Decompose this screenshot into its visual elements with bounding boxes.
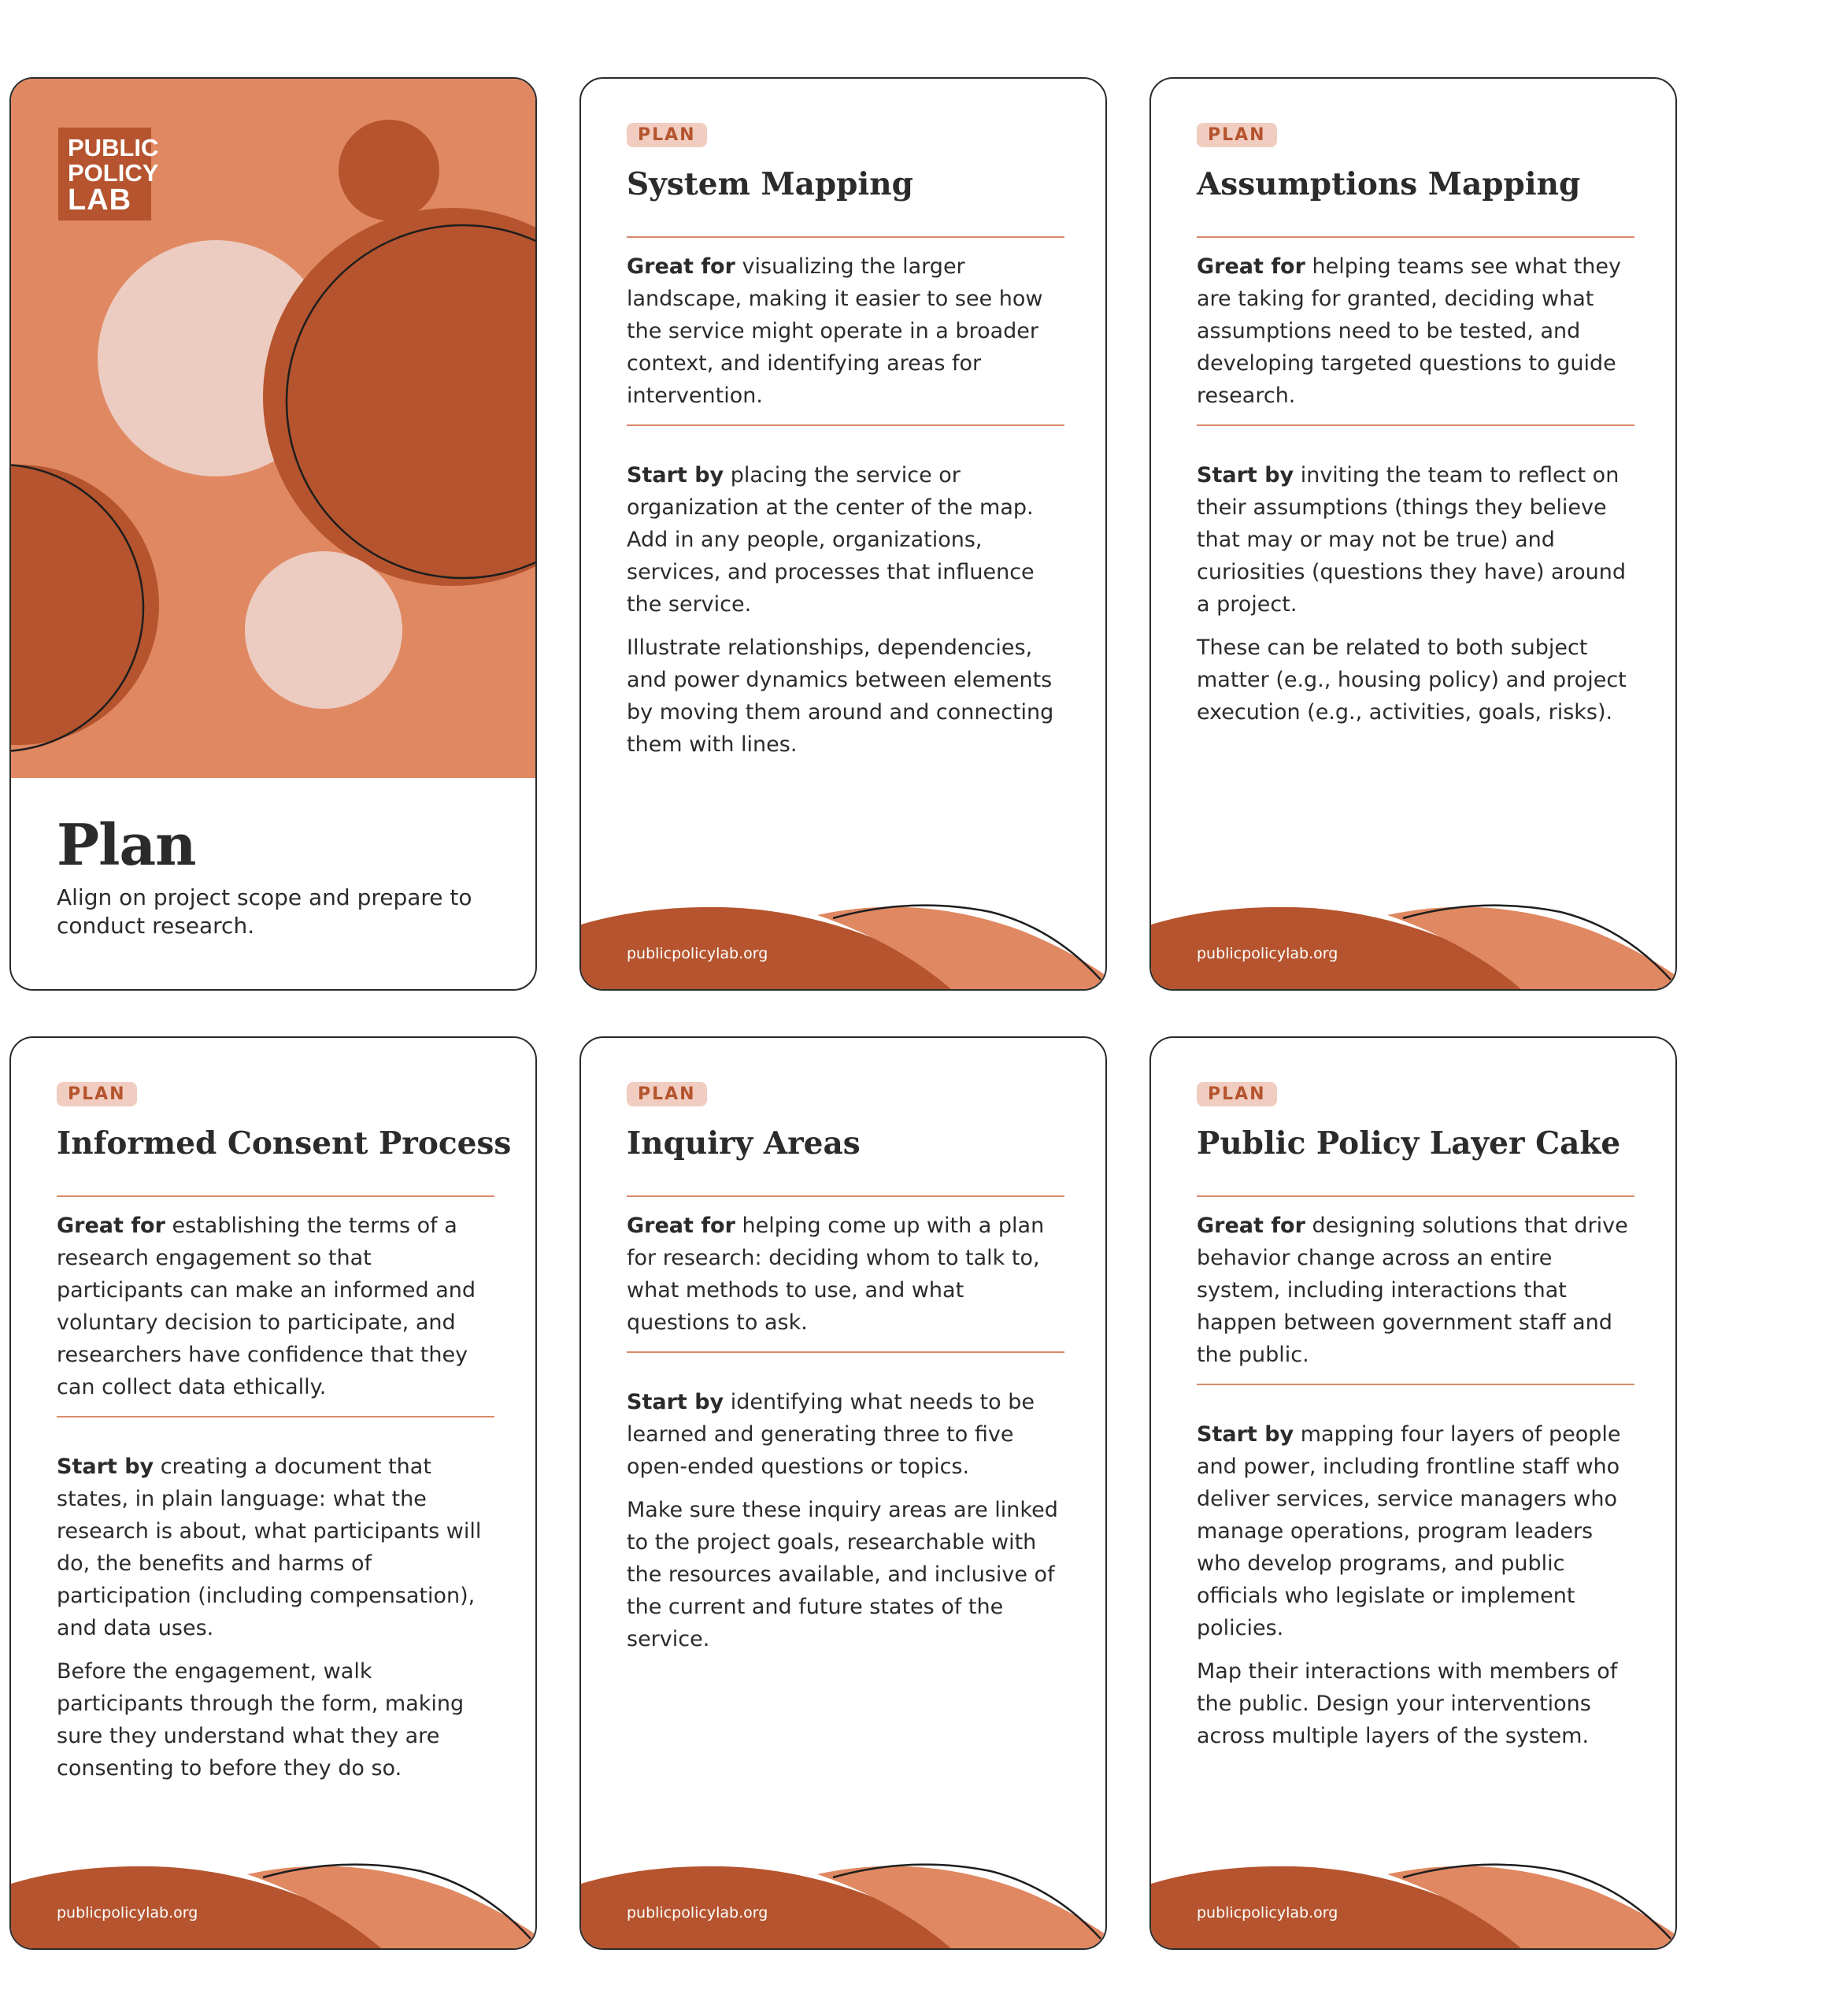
public-policy-lab-logo: PUBLIC POLICY LAB: [58, 128, 151, 220]
start-by-text: Start by mapping four layers of people and power, including frontline staff who deliver services, service managers who manage operations, program leaders who develop programs, and public officials who legislate or implement policies.: [1197, 1422, 1621, 1640]
card-footer: [581, 1862, 1105, 1948]
great-for-text: Great for visualizing the larger landscape, making it easier to see how the service might operate in a broader context, and identifying areas for intervention.: [627, 254, 1043, 408]
method-card: [579, 1036, 1107, 1950]
method-card: [1149, 77, 1677, 991]
card-title: Assumptions Mapping: [1197, 166, 1581, 202]
card-body: [1197, 236, 1634, 728]
method-card: [9, 1036, 537, 1950]
extra-text: Illustrate relationships, dependencies, and power dynamics between elements by moving them around and connecting them with lines.: [627, 636, 1054, 757]
card-body: [1197, 1195, 1634, 1752]
divider: [57, 1416, 494, 1418]
cover-illustration: [11, 79, 535, 778]
great-for-label: Great for: [627, 254, 735, 279]
great-for-text: Great for helping come up with a plan for research: deciding whom to talk to, what methods to use, and what questions to ask.: [627, 1214, 1045, 1335]
method-card: [1149, 1036, 1677, 1950]
divider: [1197, 1195, 1634, 1197]
cover-subtitle: Align on project scope and prepare to conduct research.: [57, 884, 472, 939]
start-by-label: Start by: [57, 1455, 154, 1479]
extra-text: Make sure these inquiry areas are linked to the project goals, researchable with the resources available, and inclusive of the current and future states of the service.: [627, 1498, 1058, 1651]
category-tag: PLAN: [1197, 1082, 1277, 1106]
website-link[interactable]: publicpolicylab.org: [627, 945, 768, 962]
website-link[interactable]: publicpolicylab.org: [1197, 945, 1338, 962]
cover-title: Plan: [57, 811, 196, 878]
card-footer: [1151, 1862, 1675, 1948]
divider: [57, 1195, 494, 1197]
start-by-label: Start by: [1197, 463, 1294, 487]
start-by-text: Start by identifying what needs to be learned and generating three to five open-ended questions or topics.: [627, 1390, 1035, 1479]
card-body: [627, 236, 1064, 761]
divider: [627, 1351, 1064, 1353]
divider: [1197, 424, 1634, 426]
method-card: [579, 77, 1107, 991]
great-for-label: Great for: [627, 1214, 735, 1238]
divider: [1197, 1384, 1634, 1385]
card-footer: [11, 1862, 535, 1948]
card-body: [627, 1195, 1064, 1655]
category-tag: PLAN: [1197, 123, 1277, 147]
start-by-label: Start by: [627, 1390, 724, 1414]
great-for-text: Great for helping teams see what they are taking for granted, deciding what assumptions need to be tested, and developing targeted questions to guide research.: [1197, 254, 1621, 408]
start-by-text: Start by placing the service or organization at the center of the map. Add in any people, organizations, services, and processes that influence the service.: [627, 463, 1035, 617]
start-by-label: Start by: [627, 463, 724, 487]
card-title: Informed Consent Process: [57, 1125, 512, 1162]
category-tag: PLAN: [57, 1082, 137, 1106]
card-title: System Mapping: [627, 166, 913, 202]
category-tag: PLAN: [627, 123, 707, 147]
great-for-text: Great for designing solutions that drive behavior change across an entire system, including interactions that happen between government staff and the public.: [1197, 1214, 1628, 1367]
great-for-label: Great for: [1197, 1214, 1305, 1238]
website-link[interactable]: publicpolicylab.org: [57, 1904, 198, 1922]
start-by-text: Start by creating a document that states, in plain language: what the research is about, what participants will do, the benefits and harms of participation (including compensation), and data uses.: [57, 1455, 482, 1640]
great-for-label: Great for: [57, 1214, 165, 1238]
start-by-label: Start by: [1197, 1422, 1294, 1447]
category-tag: PLAN: [627, 1082, 707, 1106]
cover-card: [9, 77, 537, 991]
extra-text: Map their interactions with members of the public. Design your interventions across multiple layers of the system.: [1197, 1659, 1618, 1748]
website-link[interactable]: publicpolicylab.org: [627, 1904, 768, 1922]
card-title: Inquiry Areas: [627, 1125, 861, 1162]
card-footer: [1151, 902, 1675, 989]
great-for-label: Great for: [1197, 254, 1305, 279]
start-by-text: Start by inviting the team to reflect on their assumptions (things they believe that may or may not be true) and curiosities (questions they have) around a project.: [1197, 463, 1626, 617]
extra-text: Before the engagement, walk participants through the form, making sure they understand what they are consenting to before they do so.: [57, 1659, 465, 1781]
divider: [1197, 236, 1634, 238]
extra-text: These can be related to both subject matter (e.g., housing policy) and project execution (e.g., activities, goals, risks).: [1197, 636, 1627, 724]
divider: [627, 1195, 1064, 1197]
divider: [627, 236, 1064, 238]
card-title: Public Policy Layer Cake: [1197, 1125, 1621, 1162]
great-for-text: Great for establishing the terms of a research engagement so that participants can make an informed and voluntary decision to participate, and researchers have confidence that they can collect data ethically.: [57, 1214, 476, 1399]
card-body: [57, 1195, 494, 1784]
website-link[interactable]: publicpolicylab.org: [1197, 1904, 1338, 1922]
divider: [627, 424, 1064, 426]
card-footer: [581, 902, 1105, 989]
